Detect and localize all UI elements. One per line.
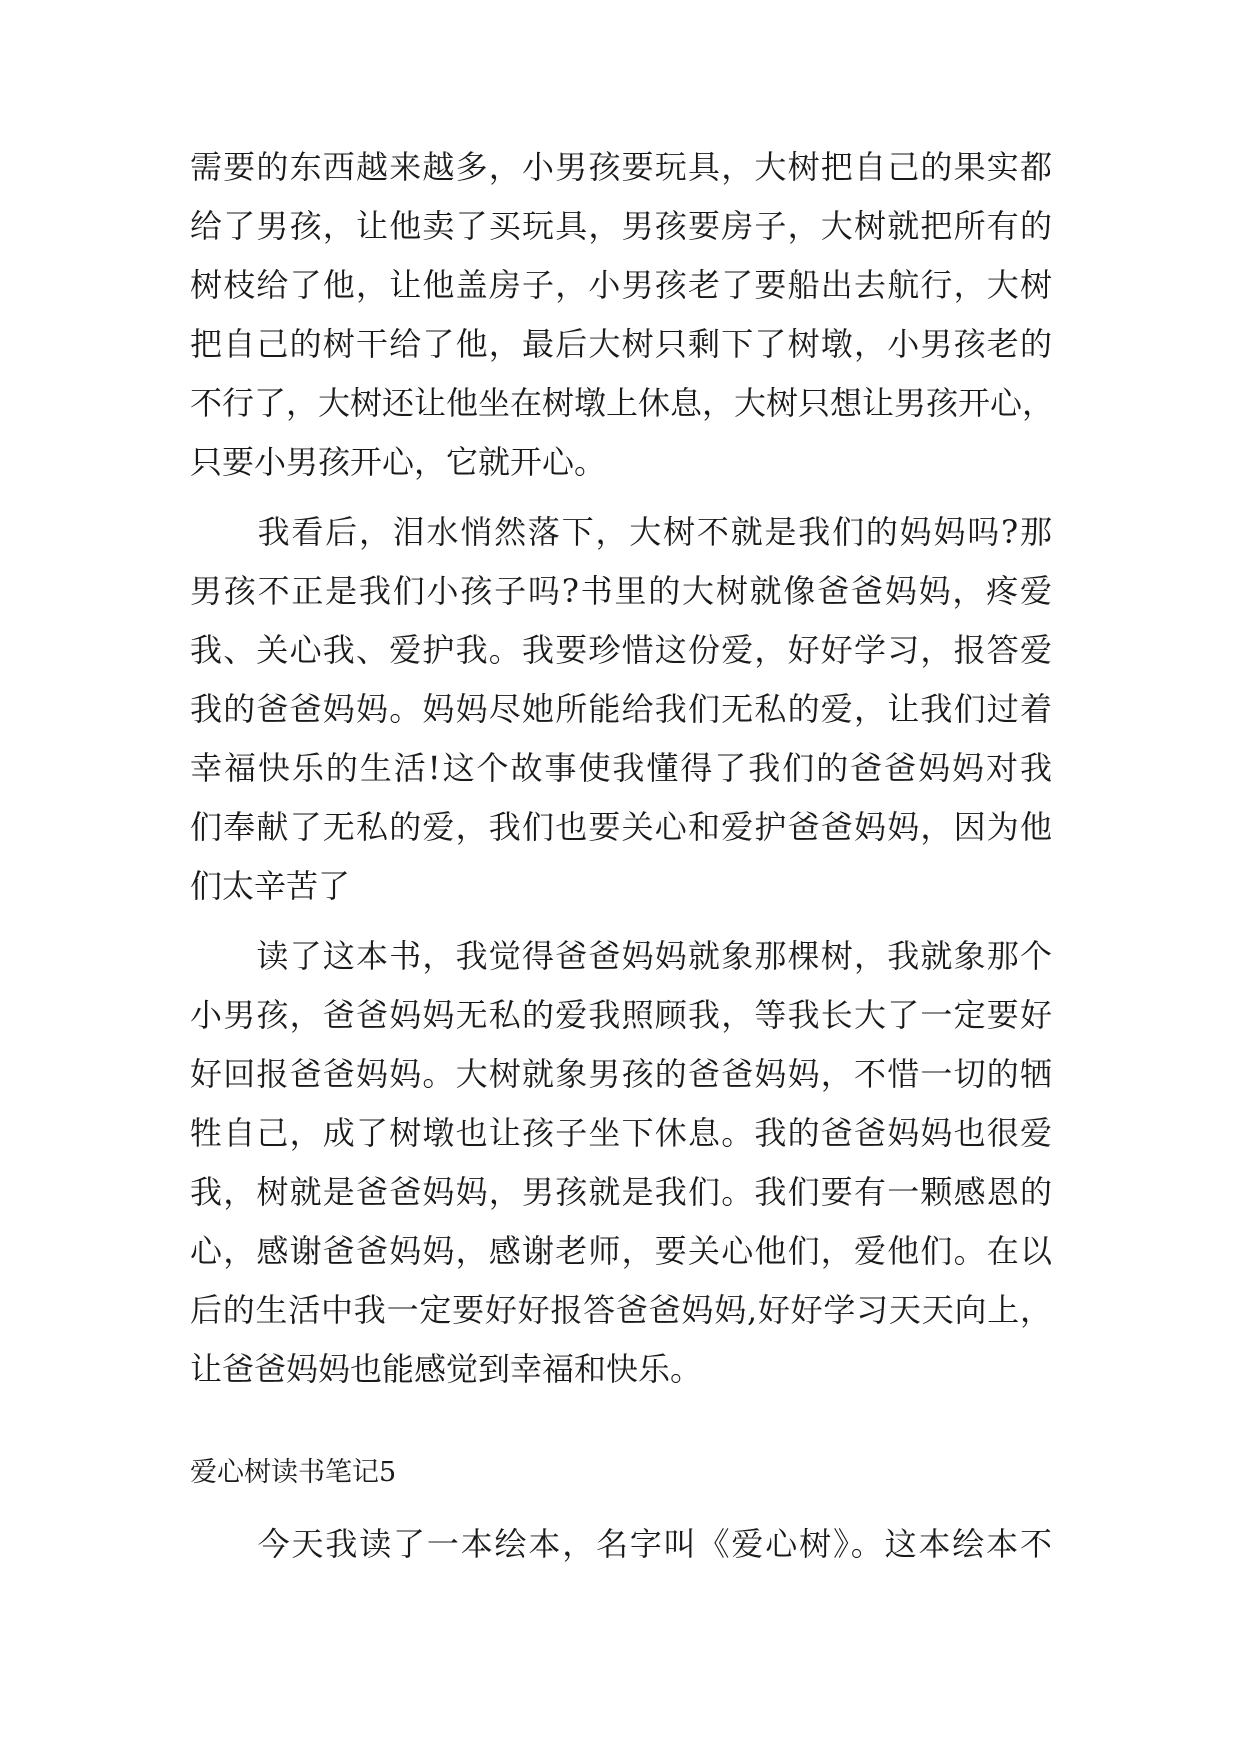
paragraph-3-line: 让爸爸妈妈也能感觉到幸福和快乐。	[190, 1350, 703, 1388]
paragraph-2-line: 男孩不正是我们小孩子吗?书里的大树就像爸爸妈妈，疼爱	[190, 572, 1052, 610]
paragraph-3-line: 好回报爸爸妈妈。大树就象男孩的爸爸妈妈，不惜一切的牺	[190, 1055, 1052, 1093]
paragraph-4-line: 今天我读了一本绘本，名字叫《爱心树》。这本绘本不	[190, 1525, 1052, 1563]
paragraph-2-line: 我的爸爸妈妈。妈妈尽她所能给我们无私的爱，让我们过着	[190, 690, 1052, 728]
paragraph-3-line: 我，树就是爸爸妈妈，男孩就是我们。我们要有一颗感恩的	[190, 1173, 1052, 1211]
paragraph-2-line: 们太辛苦了	[190, 867, 351, 905]
paragraph-3-line: 读了这本书，我觉得爸爸妈妈就象那棵树，我就象那个	[190, 937, 1052, 975]
paragraph-2-line: 幸福快乐的生活!这个故事使我懂得了我们的爸爸妈妈对我	[190, 749, 1052, 787]
paragraph-1-line: 把自己的树干给了他，最后大树只剩下了树墩，小男孩老的	[190, 325, 1052, 363]
paragraph-3-line: 牲自己，成了树墩也让孩子坐下休息。我的爸爸妈妈也很爱	[190, 1114, 1052, 1152]
paragraph-2-line: 们奉献了无私的爱，我们也要关心和爱护爸爸妈妈，因为他	[190, 808, 1052, 846]
paragraph-1-line: 树枝给了他，让他盖房子，小男孩老了要船出去航行，大树	[190, 266, 1052, 304]
paragraph-3-line: 小男孩，爸爸妈妈无私的爱我照顾我，等我长大了一定要好	[190, 996, 1052, 1034]
paragraph-3-line: 后的生活中我一定要好好报答爸爸妈妈,好好学习天天向上，	[190, 1291, 1052, 1329]
paragraph-1-line: 需要的东西越来越多，小男孩要玩具，大树把自己的果实都	[190, 148, 1052, 186]
paragraph-3-line: 心，感谢爸爸妈妈，感谢老师，要关心他们，爱他们。在以	[190, 1232, 1052, 1270]
paragraph-1-line: 给了男孩，让他卖了买玩具，男孩要房子，大树就把所有的	[190, 207, 1052, 245]
paragraph-1-line: 只要小男孩开心，它就开心。	[190, 443, 607, 481]
paragraph-1-line: 不行了，大树还让他坐在树墩上休息，大树只想让男孩开心，	[190, 384, 1055, 422]
paragraph-2-line: 我、关心我、爱护我。我要珍惜这份爱，好好学习，报答爱	[190, 631, 1052, 669]
section-heading: 爱心树读书笔记5	[190, 1457, 397, 1488]
paragraph-2-line: 我看后，泪水悄然落下，大树不就是我们的妈妈吗?那	[190, 513, 1052, 551]
